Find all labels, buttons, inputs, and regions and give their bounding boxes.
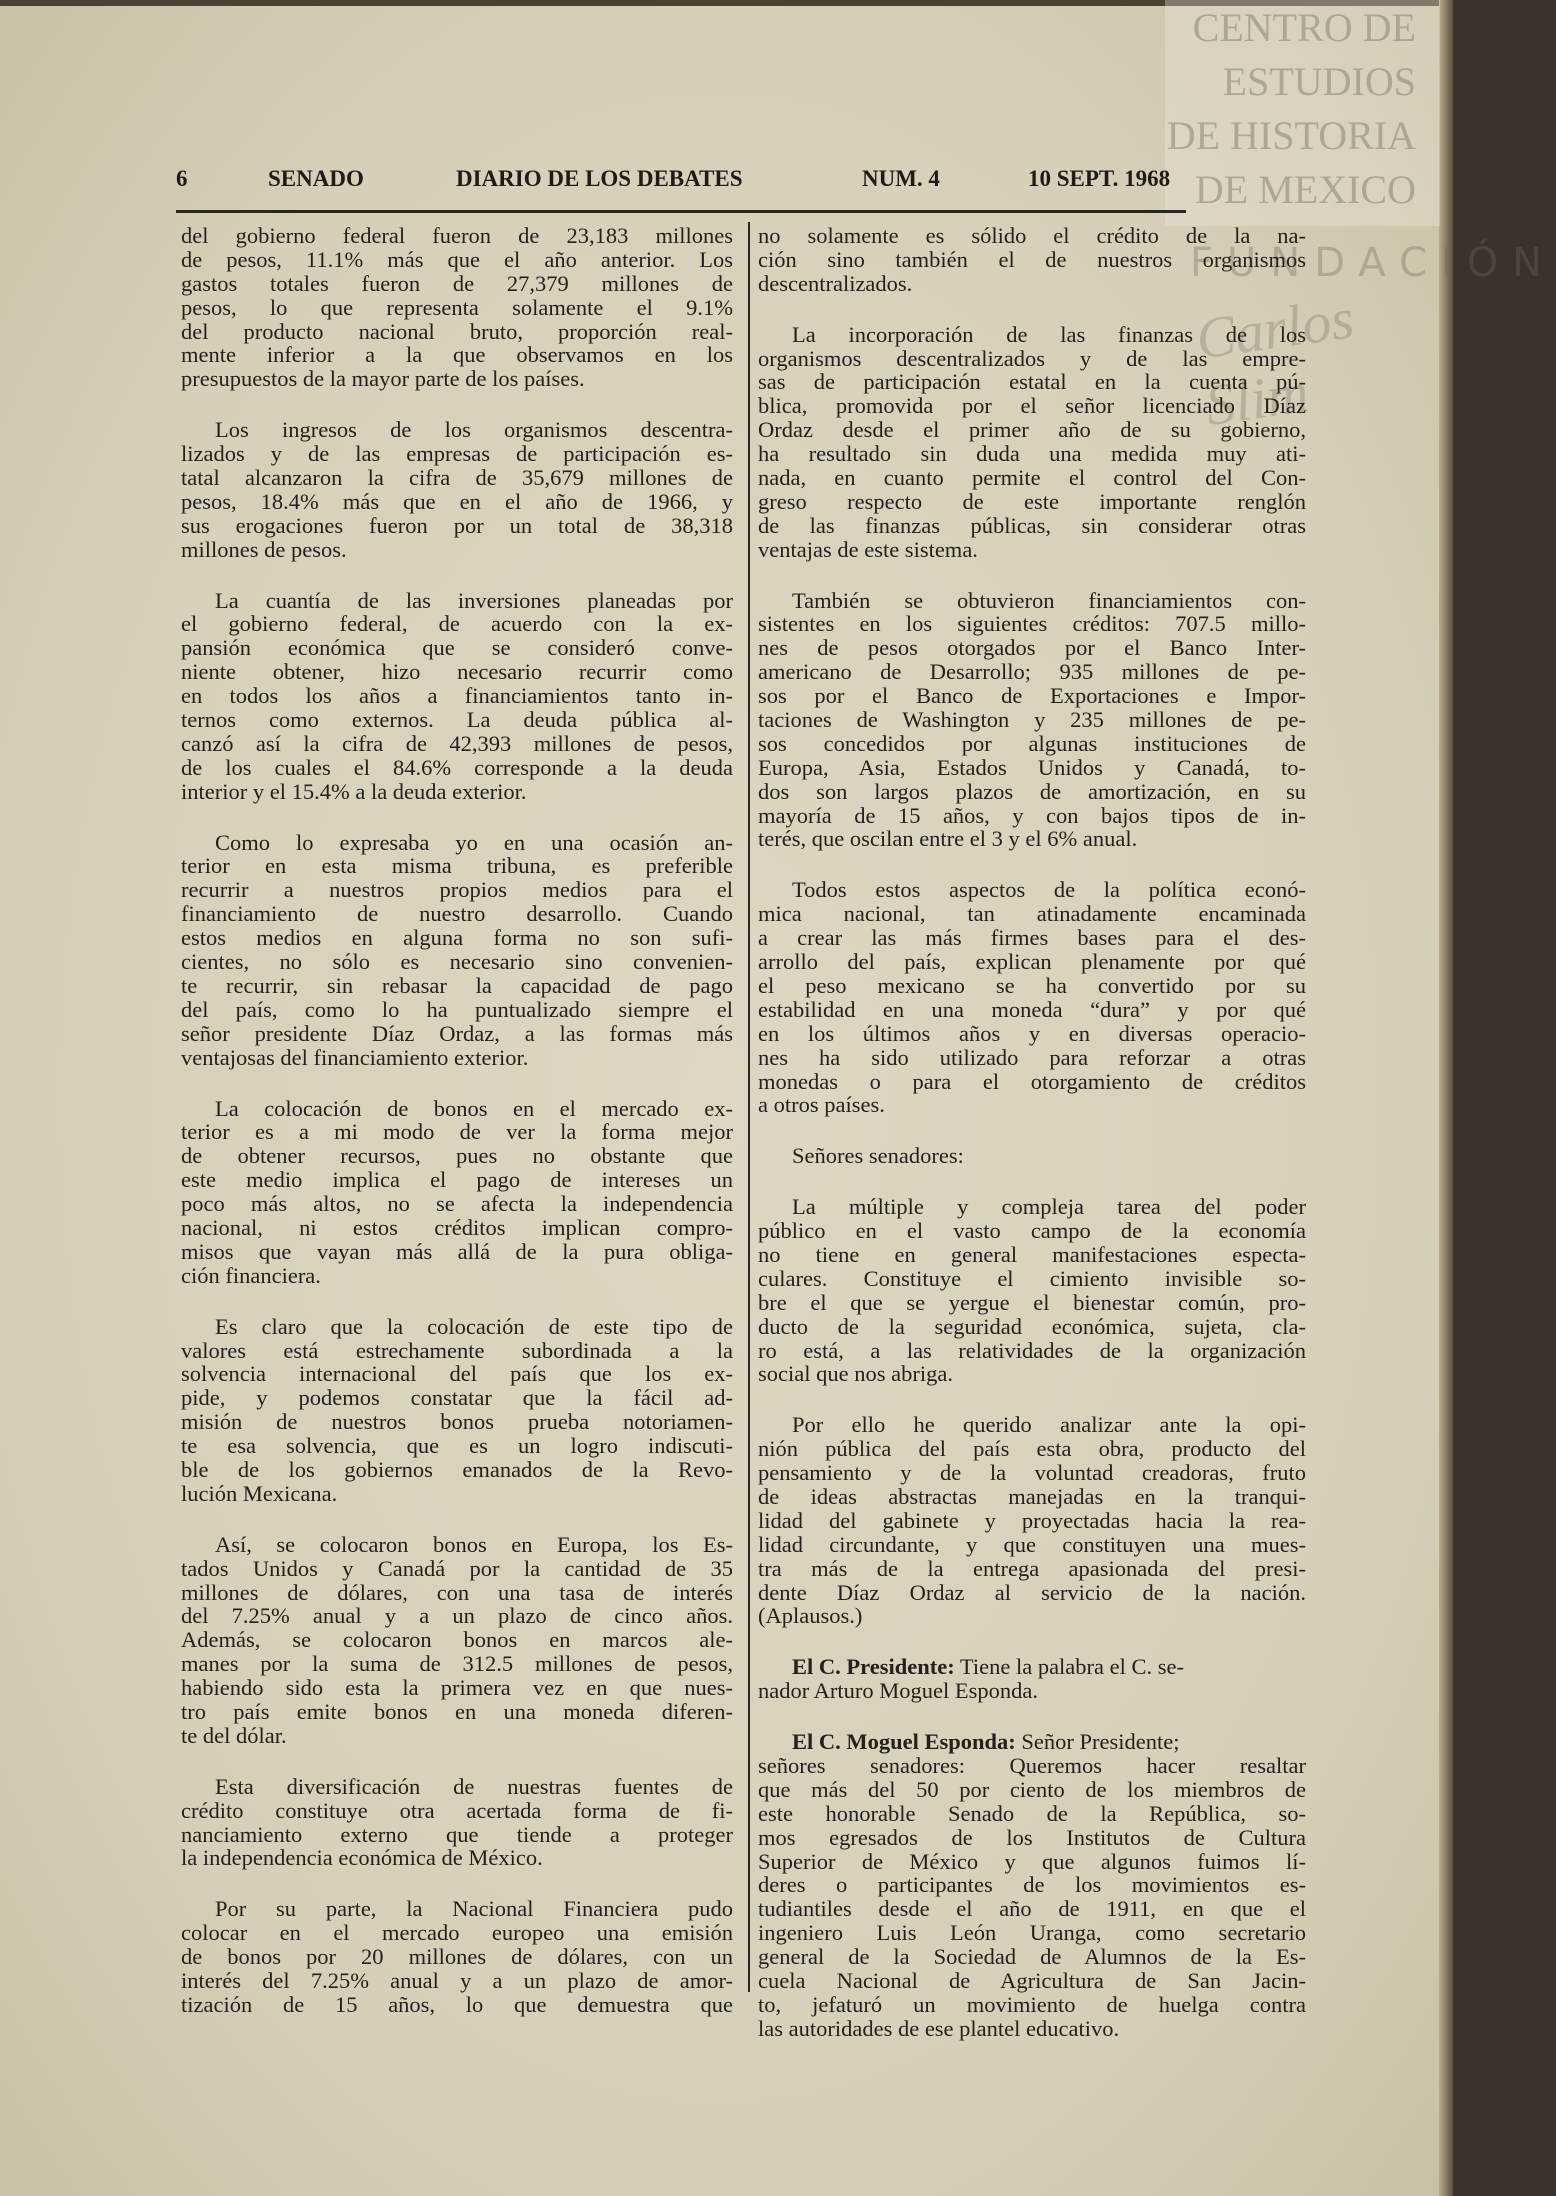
watermark-line: DE MEXICO [1194,167,1416,212]
issue-date: 10 SEPT. 1968 [1028,166,1171,191]
text-line: tra más de la entrega apasionada del presi- [758,1555,1306,1581]
text-line: sos concedidos por algunas instituciones de [758,730,1306,756]
text-line: ro está, a las relatividades de la organización [758,1337,1306,1363]
text-line: de pesos, 11.1% más que el año anterior. Los [181,246,733,272]
watermark-line: CENTRO DE [1192,5,1416,50]
text-line: nanciamiento externo que tiende a proteger [181,1821,733,1847]
page-number: 6 [176,166,188,191]
text-line: niente obtener, hizo necesario recurrir como [181,659,733,685]
text-line: greso respecto de este importante renglón [758,488,1306,514]
text-line: habiendo sido esta la primera vez en que nues- [181,1675,733,1701]
text-line: estabilidad en una moneda “dura” y por qué [758,996,1306,1022]
text-line: en todos los años a financiamientos tanto in- [181,683,733,709]
text-line: Superior de México y que algunos fuimos lí- [758,1848,1306,1874]
text-line: Por ello he querido analizar ante la opi- [792,1412,1306,1438]
text-line: de los cuales el 84.6% corresponde a la deuda [181,754,733,780]
chamber-name: SENADO [268,166,364,191]
left-column [181,224,733,2044]
text-line: (Aplausos.) [758,1603,863,1629]
text-line: La incorporación de las finanzas de los [792,321,1306,347]
text-line: organismos descentralizados y de las empre- [758,345,1306,371]
paragraph [758,1730,1306,2041]
text-line: También se obtuvieron financiamientos con- [792,587,1306,613]
text-line: lizados y de las empresas de participación es- [181,441,733,467]
text-line: descentralizados. [758,270,913,296]
speech-text: Tiene la palabra el C. se- [954,1654,1185,1680]
text-line: pide, y podemos constatar que la fácil ad- [181,1385,733,1411]
text-line: La múltiple y compleja tarea del poder [792,1194,1306,1220]
text-line: público en el vasto campo de la economía [758,1218,1306,1244]
text-line: nacional, ni estos créditos implican compro- [181,1214,733,1240]
text-line: te esa solvencia, que es un logro indiscuti- [181,1433,733,1459]
text-line: sistentes en los siguientes créditos: 707.5 millo- [758,611,1306,637]
text-line: pesos, lo que representa solamente el 9.1% [181,294,733,320]
paragraph [181,418,733,561]
text-line: terés, que oscilan entre el 3 y el 6% anual. [758,826,1138,852]
text-line: ingeniero Luis León Uranga, como secretario [758,1920,1306,1946]
text-line: ducto de la seguridad económica, sujeta, cla- [758,1313,1306,1339]
text-line: arrollo del país, explican plenamente por qué [758,949,1306,975]
paragraph [758,1655,1306,1703]
text-line: la independencia económica de México. [181,1845,543,1871]
text-line [758,1655,1306,1679]
text-line: del gobierno federal fueron de 23,183 millones [181,223,733,248]
paragraph [758,1144,1306,1168]
text-line: terior es a mi modo de ver la forma mejor [181,1119,733,1145]
paragraph [181,1897,733,2016]
text-line: ble de los gobiernos emanados de la Revo- [181,1456,733,1482]
speaker-name: El C. Presidente: [792,1654,955,1680]
watermark-panel [1165,0,1440,226]
text-line: las autoridades de ese plantel educativo. [758,2015,1120,2041]
text-line: colocar en el mercado europeo una emisión [181,1920,733,1946]
text-line: dos son largos plazos de amortización, en su [758,778,1306,804]
text-line: poco más altos, no se afecta la independencia [181,1191,733,1217]
text-line: Los ingresos de los organismos descentra- [215,417,733,443]
text-line: monedas o para el otorgamiento de créditos [758,1068,1306,1094]
header-rule [176,210,1186,213]
text-line: Todos estos aspectos de la política econó- [792,877,1306,903]
text-line: pensamiento y de la voluntad creadoras, fruto [758,1460,1306,1486]
publication-title: DIARIO DE LOS DEBATES [456,166,743,191]
paragraph [758,878,1306,1117]
text-line: el gobierno federal, de acuerdo con la ex- [181,611,733,637]
text-line: Así, se colocaron bonos en Europa, los Es- [215,1531,733,1557]
watermark-line: ESTUDIOS [1222,59,1416,104]
paragraph [758,224,1306,296]
text-line: nes ha sido utilizado para reforzar a otras [758,1044,1306,1070]
text-line: no tiene en general manifestaciones especta- [758,1241,1306,1267]
text-line: Señores senadores: [792,1143,964,1169]
text-line: Como lo expresaba yo en una ocasión an- [215,829,733,855]
text-line: valores está estrechamente subordinada a la [181,1337,733,1363]
text-line: Por su parte, la Nacional Financiera pudo [215,1896,733,1922]
paragraph [181,1097,733,1288]
paragraph [758,1195,1306,1386]
text-line: de bonos por 20 millones de dólares, con un [181,1944,733,1970]
text-line: crédito constituye otra acertada forma de fi- [181,1797,733,1823]
paragraph [181,1315,733,1506]
text-line: bre el que se yergue el bienestar común, pro- [758,1289,1306,1315]
text-line: misión de nuestros bonos prueba notoriamen- [181,1409,733,1435]
text-line: interior y el 15.4% a la deuda exterior. [181,778,527,804]
text-line: de obtener recursos, pues no obstante que [181,1143,733,1169]
text-line: a otros países. [758,1092,885,1118]
text-line: cientes, no sólo es necesario sino convenien- [181,949,733,975]
text-line: financiamiento de nuestro desarrollo. Cuando [181,901,733,927]
text-line: lidad del gabinete y proyectadas hacia la rea- [758,1507,1306,1533]
text-line: ventajosas del financiamiento exterior. [181,1044,529,1070]
text-line: ha resultado sin duda una medida muy ati- [758,441,1306,467]
text-line: te recurrir, sin rebasar la capacidad de pago [181,972,733,998]
text-line: manes por la suma de 312.5 millones de pesos, [181,1651,733,1677]
text-line: millones de dólares, con una tasa de interés [181,1579,733,1605]
text-line: de ideas abstractas manejadas en la tranqui- [758,1483,1306,1509]
paragraph [181,224,733,391]
text-line: social que nos abriga. [758,1361,953,1387]
text-line: presupuestos de la mayor parte de los países. [181,366,585,392]
text-line: solvencia internacional del país que los ex- [181,1361,733,1387]
text-line: gastos totales fueron de 27,379 millones de [181,270,733,296]
text-line: terior en esta misma tribuna, es preferible [181,853,733,879]
text-line: cuela Nacional de Agricultura de San Jacin- [758,1968,1306,1993]
text-line: tro país emite bonos en una moneda diferen- [181,1698,733,1724]
text-line: general de la Sociedad de Alumnos de la Es- [758,1944,1306,1970]
text-line: dente Díaz Ordaz al servicio de la nación. [758,1579,1306,1605]
text-line: canzó así la cifra de 42,393 millones de pesos, [181,730,733,756]
watermark-signature: Carlos Slim [1192,285,1358,438]
text-line: mayoría de 15 años, y con bajos tipos de in- [758,802,1306,828]
text-line: taciones de Washington y 235 millones de pe- [758,707,1306,733]
text-line: recurrir a nuestros propios medios para el [181,877,733,903]
right-column [758,224,1306,2068]
paragraph [181,1775,733,1871]
text-line: del producto nacional bruto, proporción real- [181,318,733,344]
text-line: ventajas de este sistema. [758,536,978,562]
text-line: nión pública del país esta obra, producto del [758,1436,1306,1462]
text-line: del país, como lo ha puntualizado siempre el [181,996,733,1022]
text-line: americano de Desarrollo; 935 millones de pe- [758,659,1306,685]
text-line: La cuantía de las inversiones planeadas por [215,587,733,613]
column-divider [748,222,750,1992]
text-line: ción financiera. [181,1262,321,1288]
text-line: nes de pesos otorgados por el Banco Inter- [758,635,1306,661]
text-line: te del dólar. [181,1722,287,1748]
paragraph [181,589,733,804]
paragraph [181,831,733,1070]
text-line: Además, se colocaron bonos en marcos ale- [181,1627,733,1653]
issue-number: NUM. 4 [862,166,940,191]
text-line: Esta diversificación de nuestras fuentes de [215,1773,733,1799]
text-line: tados Unidos y Canadá por la cantidad de 35 [181,1555,733,1581]
text-line: Es claro que la colocación de este tipo de [215,1313,733,1339]
paragraph [758,1413,1306,1628]
text-line: a crear las más firmes bases para el des- [758,925,1306,951]
paragraph [758,589,1306,852]
text-line: de las finanzas públicas, sin considerar otras [758,512,1306,538]
text-line: ternos como externos. La deuda pública al- [181,707,733,733]
watermark-line: DE HISTORIA [1166,113,1416,158]
text-line: misos que vayan más allá de la pura obliga- [181,1238,733,1264]
text-line: blica, promovida por el señor licenciado Díaz [758,393,1306,419]
text-line: ción sino también el de nuestros organismos [758,246,1306,272]
text-line: mente inferior a la que observamos en los [181,342,733,368]
text-line: culares. Constituye el cimiento invisible so- [758,1265,1306,1291]
text-line: sos por el Banco de Exportaciones e Impor- [758,683,1306,709]
text-line: este honorable Senado de la República, so- [758,1800,1306,1826]
text-line: tatal alcanzaron la cifra de 35,679 millones de [181,465,733,491]
text-line: to, jefaturó un movimiento de huelga contra [758,1991,1306,2017]
text-line: tización de 15 años, lo que demuestra que [181,1991,733,2017]
text-line: pesos, 18.4% más que en el año de 1966, y [181,488,733,514]
text-line: pansión económica que se consideró conve- [181,635,733,661]
text-line: señor presidente Díaz Ordaz, a las formas más [181,1020,733,1046]
text-line: Europa, Asia, Estados Unidos y Canadá, to- [758,754,1306,780]
text-line [758,1730,1306,1754]
paragraph [181,1533,733,1748]
text-line: lidad circundante, y que constituyen una mues- [758,1531,1306,1557]
speech-text: Señor Presidente; [1015,1729,1180,1755]
text-line: interés del 7.25% anual y a un plazo de amor- [181,1968,733,1993]
text-line: lución Mexicana. [181,1480,338,1506]
text-line: mos egresados de los Institutos de Cultura [758,1824,1306,1850]
text-line: La colocación de bonos en el mercado ex- [215,1095,733,1121]
text-line: sas de participación estatal en la cuenta pú- [758,369,1306,395]
text-line: estos medios en alguna forma no son sufi- [181,925,733,951]
text-line: que más del 50 por ciento de los miembros de [758,1776,1306,1802]
paragraph [758,323,1306,562]
text-line: sus erogaciones fueron por un total de 38,318 [181,512,733,538]
text-line: mica nacional, tan atinadamente encaminada [758,901,1306,927]
text-line: no solamente es sólido el crédito de la na- [758,223,1306,248]
text-line: nada, en cuanto permite el control del Con- [758,465,1306,491]
text-line: tudiantiles desde el año de 1911, en que el [758,1896,1306,1922]
text-line: nador Arturo Moguel Esponda. [758,1678,1038,1704]
watermark-foundation: FUNDACIÓN [1190,240,1556,286]
text-line: señores senadores: Queremos hacer resaltar [758,1752,1306,1778]
text-line: deres o participantes de los movimientos es- [758,1872,1306,1898]
speaker-name: El C. Moguel Esponda: [792,1729,1016,1755]
text-line: el peso mexicano se ha convertido por su [758,972,1306,998]
text-line: en los últimos años y en diversas operacio- [758,1020,1306,1046]
text-line: este medio implica el pago de intereses un [181,1167,733,1193]
text-line: Ordaz desde el primer año de su gobierno, [758,417,1306,443]
text-line: del 7.25% anual y a un plazo de cinco años. [181,1603,733,1629]
text-line: millones de pesos. [181,536,347,562]
